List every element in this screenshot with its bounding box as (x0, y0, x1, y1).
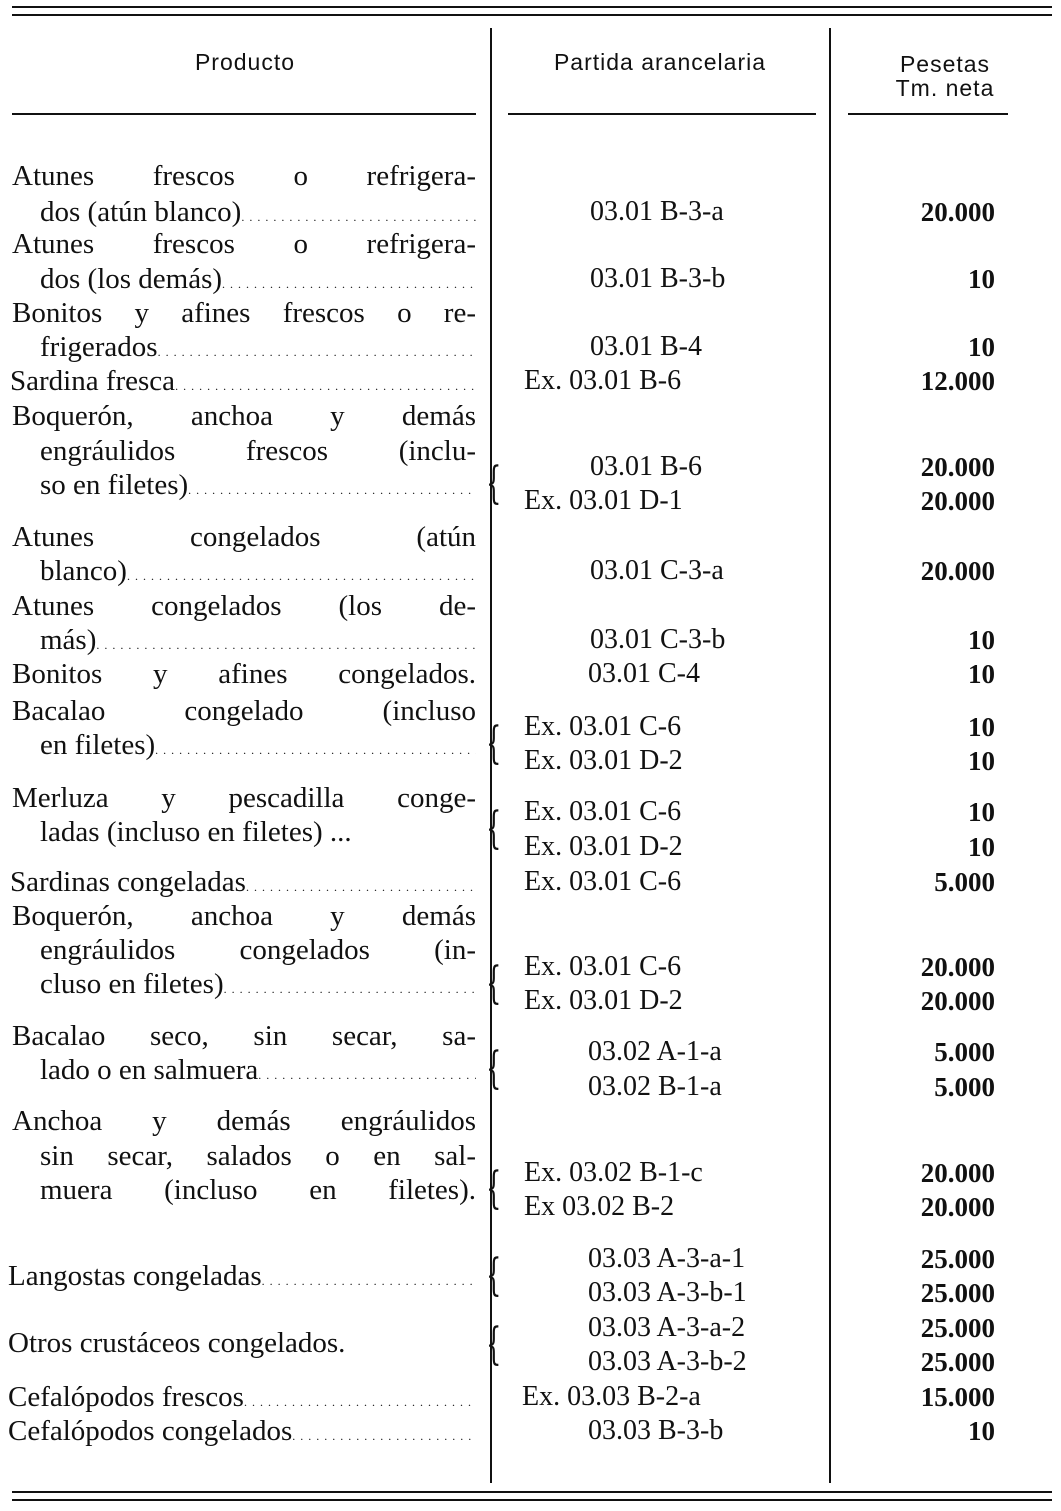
price-row-18: 10 (968, 1416, 995, 1446)
row-14-line-2: sin secar, salados o en sal- (40, 1140, 476, 1172)
brace-row-12: { (486, 958, 502, 1009)
price-row-2: 10 (968, 264, 995, 294)
row-10-line-1: Merluza y pescadilla conge- (12, 782, 476, 814)
row-3-line-1: Bonitos y afines frescos o re- (12, 297, 476, 329)
row-5-line-1: Boquerón, anchoa y demás (12, 400, 476, 432)
row-8-line-1: Bonitos y afines congelados. (12, 658, 476, 690)
header-underline-producto (12, 113, 476, 115)
tariff-row-10b: Ex. 03.01 D-2 (524, 831, 683, 862)
header-pesetas: Pesetas Tm. neta (895, 51, 995, 101)
tariff-row-18: 03.03 B-3-b (588, 1415, 724, 1446)
price-row-11: 5.000 (934, 867, 995, 897)
row-1-line-2: dos (atún blanco) . . . (40, 195, 476, 234)
brace-row-10: { (486, 803, 502, 854)
price-row-12b: 20.000 (920, 986, 995, 1016)
tariff-row-4: Ex. 03.01 B-6 (524, 365, 682, 396)
row-9-line-2: en filetes) . . . (40, 728, 476, 767)
tariff-row-1: 03.01 B-3-a (590, 196, 724, 227)
price-row-5b: 20.000 (920, 486, 995, 516)
row-6-line-2: blanco) . . . (40, 554, 476, 593)
row-6-line-1: Atunes congelados (atún (12, 521, 476, 553)
row-1-line-1: Atunes frescos o refrigera- (12, 160, 476, 192)
row-13-line-1: Bacalao seco, sin secar, sa- (12, 1020, 476, 1052)
price-row-12a: 20.000 (920, 952, 995, 982)
tariff-row-15b: 03.03 A-3-b-1 (588, 1277, 747, 1308)
price-row-16b: 25.000 (920, 1347, 995, 1377)
price-row-14b: 20.000 (920, 1192, 995, 1222)
tariff-row-13a: 03.02 A-1-a (588, 1036, 722, 1067)
row-18-line-1: Cefalópodos congelados . . . (8, 1414, 476, 1453)
price-row-15b: 25.000 (920, 1278, 995, 1308)
header-underline-pesetas (848, 113, 1008, 115)
bottom-rule-1 (12, 1491, 1052, 1493)
row-14-line-3: muera (incluso en filetes). (40, 1174, 476, 1206)
row-10-line-2: ladas (incluso en filetes) ... (40, 816, 352, 848)
top-rule-1 (12, 6, 1052, 8)
price-row-4: 12.000 (920, 366, 995, 396)
tariff-row-6: 03.01 C-3-a (590, 555, 724, 586)
brace-row-14: { (486, 1163, 502, 1214)
row-5-line-3: so en filetes) . . . (40, 468, 476, 507)
price-row-9a: 10 (968, 712, 995, 742)
tariff-row-5b: Ex. 03.01 D-1 (524, 485, 683, 516)
tariff-row-8: 03.01 C-4 (588, 658, 700, 689)
brace-row-16: { (486, 1319, 502, 1370)
price-row-16a: 25.000 (920, 1313, 995, 1343)
price-row-10a: 10 (968, 797, 995, 827)
price-row-10b: 10 (968, 832, 995, 862)
header-underline-partida (508, 113, 816, 115)
tariff-row-14a: Ex. 03.02 B-1-c (524, 1157, 703, 1188)
tariff-row-11: Ex. 03.01 C-6 (524, 866, 682, 897)
price-row-3: 10 (968, 332, 995, 362)
row-2-line-1: Atunes frescos o refrigera- (12, 228, 476, 260)
tariff-row-16a: 03.03 A-3-a-2 (588, 1312, 746, 1343)
header-partida: Partida arancelaria (553, 49, 767, 75)
price-row-14a: 20.000 (920, 1158, 995, 1188)
brace-row-13: { (486, 1043, 502, 1094)
price-row-15a: 25.000 (920, 1244, 995, 1274)
tariff-row-12a: Ex. 03.01 C-6 (524, 951, 682, 982)
tariff-row-7: 03.01 C-3-b (590, 624, 726, 655)
column-separator-right (829, 28, 831, 1483)
price-row-1: 20.000 (920, 197, 995, 227)
tariff-row-5a: 03.01 B-6 (590, 451, 702, 482)
tariff-row-16b: 03.03 A-3-b-2 (588, 1346, 747, 1377)
tariff-row-15a: 03.03 A-3-a-1 (588, 1243, 746, 1274)
tariff-row-2: 03.01 B-3-b (590, 263, 726, 294)
header-producto: Producto (194, 49, 296, 75)
tariff-row-9b: Ex. 03.01 D-2 (524, 745, 683, 776)
top-rule-2 (12, 14, 1052, 16)
tariff-row-9a: Ex. 03.01 C-6 (524, 711, 682, 742)
row-9-line-1: Bacalao congelado (incluso (12, 695, 476, 727)
row-13-line-2: lado o en salmuera . . . (40, 1053, 476, 1092)
row-7-line-1: Atunes congelados (los de- (12, 590, 476, 622)
price-row-9b: 10 (968, 746, 995, 776)
price-row-13b: 5.000 (934, 1072, 995, 1102)
row-3-line-2: frigerados . . . (40, 330, 476, 369)
row-2-line-2: dos (los demás) . . . (40, 262, 476, 301)
price-row-7: 10 (968, 625, 995, 655)
tariff-row-17: Ex. 03.03 B-2-a (522, 1381, 701, 1412)
price-row-6: 20.000 (920, 556, 995, 586)
tariff-row-12b: Ex. 03.01 D-2 (524, 985, 683, 1016)
brace-row-15: { (486, 1250, 502, 1301)
tariff-row-13b: 03.02 B-1-a (588, 1071, 722, 1102)
row-14-line-1: Anchoa y demás engráulidos (12, 1105, 476, 1137)
row-16-line-1: Otros crustáceos congelados. (8, 1327, 346, 1359)
tariff-row-10a: Ex. 03.01 C-6 (524, 796, 682, 827)
row-15-line-1: Langostas congeladas . . . (8, 1259, 476, 1298)
row-17-line-1: Cefalópodos frescos . . . (8, 1380, 476, 1419)
bottom-rule-2 (12, 1499, 1052, 1501)
row-12-line-2: engráulidos congelados (in- (40, 934, 476, 966)
tariff-row-14b: Ex 03.02 B-2 (524, 1191, 675, 1222)
brace-row-9: { (486, 718, 502, 769)
tariff-row-3: 03.01 B-4 (590, 331, 702, 362)
row-4-line-1: Sardina fresca . . . (10, 364, 476, 403)
row-5-line-2: engráulidos frescos (inclu- (40, 435, 476, 467)
row-7-line-2: más) . . . (40, 623, 476, 662)
price-row-8: 10 (968, 659, 995, 689)
row-12-line-1: Boquerón, anchoa y demás (12, 900, 476, 932)
row-11-line-1: Sardinas congeladas . . . (10, 865, 476, 904)
price-row-13a: 5.000 (934, 1037, 995, 1067)
price-row-5a: 20.000 (920, 452, 995, 482)
price-row-17: 15.000 (920, 1382, 995, 1412)
row-12-line-3: cluso en filetes) . . . (40, 967, 476, 1006)
brace-row-5: { (486, 458, 502, 509)
